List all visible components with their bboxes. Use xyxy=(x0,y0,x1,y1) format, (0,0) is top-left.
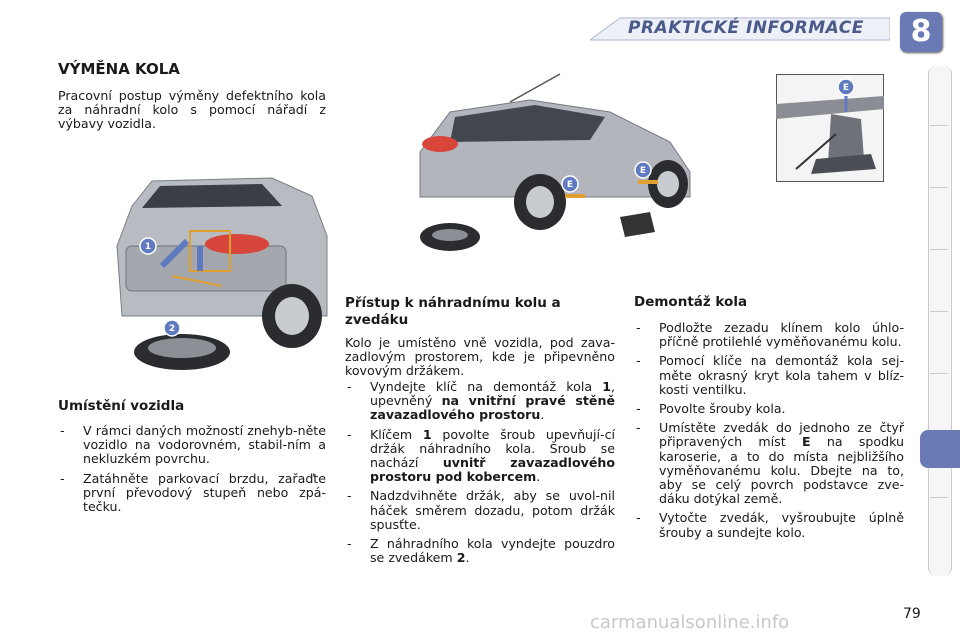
removal-heading: Demontáž kola xyxy=(634,294,748,310)
jack-point-e-label: E xyxy=(566,180,574,190)
list-item: - Umístěte zvedák do jednoho ze čtyř připravených míst E na spodku karoserie, a to do místa nejbližšího vyměňovanému kolu. Dbejte na to, aby se celý povrch podstavce zve-dáku dotýkal země. xyxy=(634,421,904,506)
jack-point-e-label: E xyxy=(639,166,647,176)
removal-list xyxy=(634,321,904,545)
intro-text: Pracovní postup výměny defektního kola za náhradní kolo s pomocí nářadí z výbavy vozidla. xyxy=(58,88,326,131)
list-item: - Vyndejte klíč na demontáž kola 1, upevněný na vnitřní pravé stěně zavazadlového prostoru. xyxy=(345,380,615,423)
callout-1-label: 1 xyxy=(144,242,152,252)
jack-detail-illustration xyxy=(776,74,884,182)
tab-divider xyxy=(930,249,948,250)
tab-divider xyxy=(930,187,948,188)
callout-2-label: 2 xyxy=(168,324,176,334)
list-item: - V rámci daných možností znehyb-něte vozidlo na vodorovném, stabil-ním a nekluzkém povrchu. xyxy=(58,424,326,467)
page-number: 79 xyxy=(903,606,921,622)
chapter-number-badge: 8 xyxy=(900,12,942,52)
list-item: - Povolte šrouby kola. xyxy=(634,402,904,416)
list-item: - Z náhradního kola vyndejte pouzdro se zvedákem 2. xyxy=(345,537,615,565)
tab-divider xyxy=(930,497,948,498)
jack-detail-e-label: E xyxy=(842,83,850,93)
active-chapter-tab[interactable] xyxy=(920,430,960,468)
access-paragraph: Kolo je umístěno vně vozidla, pod zava-zadlovým prostorem, kde je připevněno kovovým držákem. xyxy=(345,335,615,379)
placement-heading: Umístění vozidla xyxy=(58,398,185,414)
tab-divider xyxy=(930,311,948,312)
list-item: - Nadzdvihněte držák, aby se uvol-nil háček směrem dozadu, potom držák spusťte. xyxy=(345,489,615,532)
header-title: PRAKTICKÉ INFORMACE xyxy=(628,18,864,38)
chapter-tab-strip xyxy=(928,66,952,576)
car-side-jack-points-illustration xyxy=(410,72,700,262)
watermark: carmanualsonline.info xyxy=(590,612,790,633)
tab-divider xyxy=(930,373,948,374)
access-heading: Přístup k náhradnímu kolu a zvedáku xyxy=(345,295,561,328)
placement-list xyxy=(58,424,326,519)
tab-divider xyxy=(930,125,948,126)
list-item: - Pomocí klíče na demontáž kola sej-měte okrasný kryt kola tahem v blíz-kosti ventilku. xyxy=(634,354,904,397)
list-item: - Vytočte zvedák, vyšroubujte úplně šrouby a sundejte kolo. xyxy=(634,511,904,539)
list-item: - Klíčem 1 povolte šroub upevňují-cí držák náhradního kola. Šroub se nachází uvnitř zavazadlového prostoru pod kobercem. xyxy=(345,428,615,485)
access-list xyxy=(345,380,615,570)
car-rear-spare-wheel-illustration xyxy=(112,176,330,376)
section-title: VÝMĚNA KOLA xyxy=(58,60,180,78)
list-item: - Zatáhněte parkovací brzdu, zařaďte první převodový stupeň nebo zpá-tečku. xyxy=(58,472,326,515)
list-item: - Podložte zezadu klínem kolo úhlo-příčně protilehlé vyměňovanému kolu. xyxy=(634,321,904,349)
